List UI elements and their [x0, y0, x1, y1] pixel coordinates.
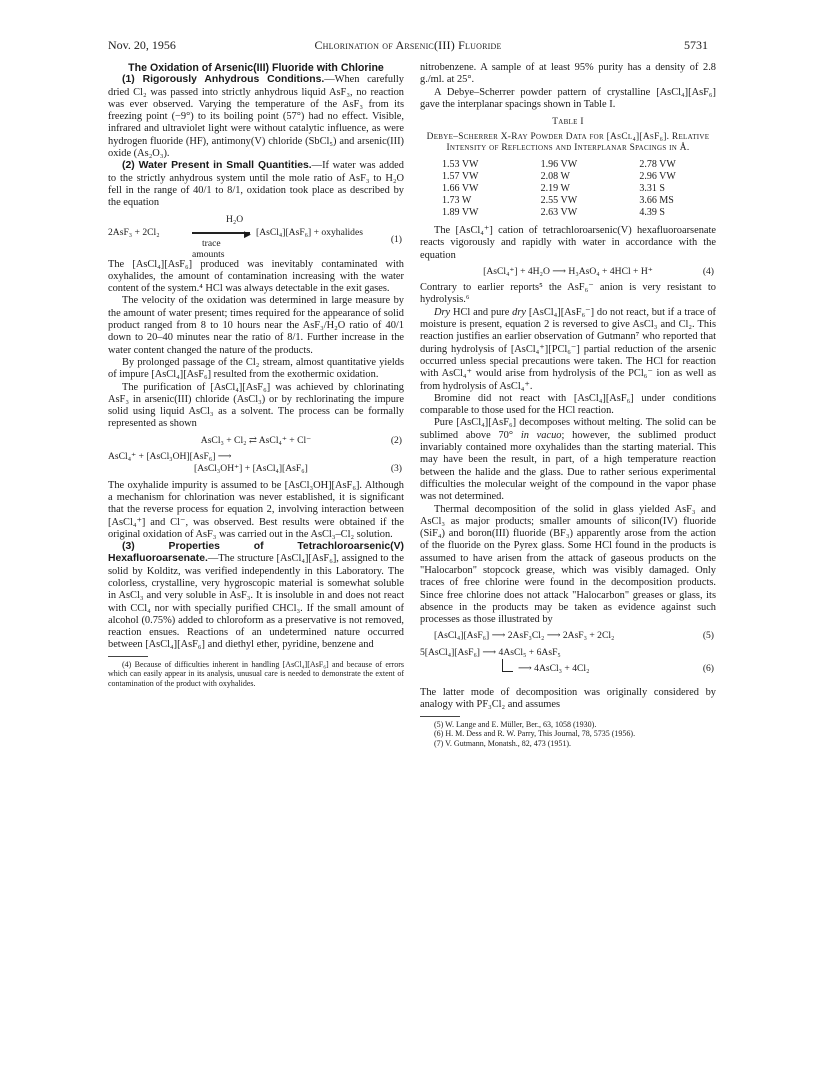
left-column — [108, 62, 404, 689]
reference-7: (7) V. Gutmann, Monatsh., 82, 473 (1951). — [434, 739, 572, 749]
table-title: Table I — [552, 117, 584, 128]
eq2-number: (2) — [390, 434, 402, 446]
italic-dry-1: Dry — [434, 306, 451, 318]
table-row — [420, 207, 716, 219]
table-cell: 2.96 VW — [639, 170, 676, 182]
eq6-bracket — [502, 659, 513, 672]
eq6-number: (6) — [702, 663, 714, 675]
section-heading: The Oxidation of Arsenic(III) Fluoride with Chlorine — [128, 62, 384, 74]
paragraph — [420, 417, 716, 503]
table-cell: 2.55 VW — [540, 194, 578, 206]
header-date: Nov. 20, 1956 — [108, 38, 176, 52]
xray-table — [420, 159, 716, 219]
paragraph: The [AsCl₄][AsF₆] produced was inevitably contaminated with oxyhalides, the amount of contamination increasing with the water content of the system.⁴ HCl was always detectable in the exit gases. — [108, 258, 404, 295]
table-cell: 3.66 MS — [639, 194, 674, 206]
paragraph: Bromine did not react with [AsCl₄][AsF₆] under conditions comparable to those used for the HCl reaction. — [420, 392, 716, 417]
text-run: HCl and pure — [450, 306, 513, 318]
equation-2 — [108, 435, 404, 447]
table-cell: 1.53 VW — [442, 158, 479, 170]
paragraph-water — [108, 160, 404, 209]
paragraph: The velocity of the oxidation was determined in large measure by the amount of water present; times required for the appearance of solid product ranged from 8 to 10 hours near the AsF₃/H₂O ratio of 40/1 down to 20–40 minutes near the ratio of 8/1. Further increase in the water content changed the nature of the products. — [108, 295, 404, 356]
eq1-rhs: [AsCl₄][AsF₆] + oxyhalides — [256, 226, 363, 238]
paragraph-text: —When carefully dried Cl₂ was passed into strictly anhydrous liquid AsF₃, no reaction was ever observed. Varying the temperature of the AsF₃ from its freezing point (−9°) to its boiling point (57°) had no effect. Visible, infrared and ultraviolet light were without catalytic influence, as were hydrogen fluoride (HF), antimony(V) chloride (SbCl₅) and arsenic(III) oxide (As₂O₃). — [108, 74, 404, 160]
paragraph: The latter mode of decomposition was originally considered by analogy with PF₃Cl₂ and assumes — [420, 687, 716, 711]
paragraph: By prolonged passage of the Cl₂ stream, almost quantitative yields of impure [AsCl₄][AsF₆] resulted from the exothermic oxidation. — [108, 356, 404, 381]
equation-5 — [420, 630, 716, 642]
text-run: [AsCl₄][AsF₆⁻] do not react, but if a trace of moisture is present, equation 2 is reversed to give AsCl₃ and Cl₂. This reaction justifies an earlier observation of Gutmann⁷ who reported that during hydrolysis of [AsCl₄⁺][PCl₆⁻] partial reduction of the arsenic occurred unless special precautions were taken. The HCl for reaction with AsCl₄⁺ would arise from hydrolysis of the PCl₆⁻ ion as well as from hydrolysis of AsCl₄⁺. — [420, 306, 716, 392]
reference-5: (5) W. Lange and E. Müller, Ber., 63, 1058 (1930). — [434, 719, 597, 729]
eq1-over: H₂O — [226, 213, 244, 225]
table-cell: 2.63 VW — [540, 206, 578, 218]
paragraph: Contrary to earlier reports⁵ the AsF₆⁻ anion is very resistant to hydrolysis.⁶ — [420, 282, 716, 306]
equation-1 — [108, 213, 404, 260]
paragraph-text: —If water was added to the strictly anhydrous system until the mole ratio of AsF₃ to H₂O fell in the range of 40/1 to 8/1, oxidation took place as described by the equation — [108, 160, 404, 209]
paragraph: The purification of [AsCl₄][AsF₆] was achieved by chlorinating AsF₃ in arsenic(III) chloride (AsCl₃) or by rechlorinating the impure solid using liquid AsCl₃ as a solvent. The process can be formally represented as shown — [108, 381, 404, 430]
eq6-line1: 5[AsCl₄][AsF₆] ⟶ 4AsCl₅ + 6AsF₅ — [420, 646, 561, 658]
references — [420, 720, 716, 749]
eq4-number: (4) — [702, 265, 714, 277]
page-header — [108, 38, 708, 54]
equation-6-line1 — [420, 647, 716, 659]
equation-3 — [108, 451, 404, 476]
table-cell: 1.73 W — [442, 194, 472, 206]
paragraph: Thermal decomposition of the solid in glass yielded AsF₃ and AsCl₃ as major products; smaller amounts of silicon(IV) fluoride (SiF₄) and boron(III) fluoride (BF₃) apparently arose from the action of the fluoride on the Pyrex glass. Some HCl found in the products is assumed to have arisen from the attack of gaseous products on the "Halocarbon" stopcock grease, which was visibly damaged. Only traces of free chlorine were found in the decomposition products. Since free chlorine does not attack "Halocarbon" greases or glass, its absence in the products may be taken as evidence against such processes as those illustrated by — [420, 503, 716, 626]
italic-dry-2: dry — [512, 306, 527, 318]
subheading-anhydrous: (1) Rigorously Anhydrous Conditions. — [122, 74, 325, 86]
eq1-under-amounts: amounts — [192, 248, 225, 260]
table-row — [420, 159, 716, 171]
header-running-title: Chlorination of Arsenic(III) Fluoride — [314, 38, 502, 52]
table-cell: 1.89 VW — [442, 206, 479, 218]
table-cell: 2.08 W — [540, 170, 570, 182]
text-run: Pure [AsCl₄][AsF₆] decomposes without melting. The solid can be sublimed above 70° — [420, 417, 716, 441]
eq3-line1: AsCl₄⁺ + [AsCl₃OH][AsF₆] ⟶ — [108, 451, 232, 463]
subheading-water: (2) Water Present in Small Quantities. — [122, 160, 312, 172]
eq1-under-trace: trace — [202, 237, 221, 249]
subheading-properties: (3) Properties of Tetrachloroarsenic(V) Hexafluoroarsenate. — [108, 541, 404, 565]
paragraph: nitrobenzene. A sample of at least 95% purity has a density of 2.8 g./ml. at 25°. — [420, 62, 716, 86]
text-run: ; however, the sublimed product invariably contained more oxyhalides than the starting material. This may have been the result, in part, of a high temperature reaction between the halide and the glass. Due to rather serious experimental difficulties the molecular weight of the compound in the vapor phase was not determined. — [420, 429, 717, 503]
paragraph — [420, 307, 716, 393]
eq6-line2: ⟶ 4AsCl₃ + 4Cl₂ — [518, 663, 590, 675]
table-description: Debye–Scherrer X-Ray Powder Data for [AsCl₄][AsF₆]. Relative Intensity of Reflections and Interplanar Spacings in Å. — [426, 131, 710, 154]
paragraph: A Debye–Scherrer powder pattern of crystalline [AsCl₄][AsF₆] gave the interplanar spacings shown in Table I. — [420, 86, 716, 110]
eq1-lhs: 2AsF₃ + 2Cl₂ — [108, 226, 160, 238]
eq5-number: (5) — [702, 630, 714, 642]
footnote-rule — [420, 716, 460, 717]
footnote-rule — [108, 656, 148, 657]
table-row — [420, 183, 716, 195]
equation-4 — [420, 266, 716, 278]
footnote-4: (4) Because of difficulties inherent in handling [AsCl₄][AsF₆] and because of errors which can easily appear in its analysis, unusual care is needed to demonstrate the extent of contamination of the product with oxyhalides. — [108, 659, 404, 688]
eq1-arrowhead: ▶ — [244, 228, 251, 239]
table-cell: 1.57 VW — [442, 170, 479, 182]
table-caption — [420, 117, 716, 155]
table-cell: 1.66 VW — [442, 182, 479, 194]
eq2-text: AsCl₃ + Cl₂ ⇄ AsCl₄⁺ + Cl⁻ — [200, 434, 312, 446]
eq3-number: (3) — [390, 463, 402, 475]
eq1-arrow — [192, 232, 250, 234]
table-cell: 2.19 W — [540, 182, 570, 194]
table-row — [420, 171, 716, 183]
paragraph-properties — [108, 541, 404, 652]
paragraph-text: —The structure [AsCl₄][AsF₆], assigned to the solid by Kolditz, was verified independently in this Laboratory. The colorless, crystalline, very hygroscopic material is somewhat soluble in AsCl₃ and very soluble in AsF₃. It is insoluble in and does not react with CCl₄ nor with specially purified CHCl₃. If the small amount of alcohol (0.75%) added to chloroform as a preservative is not removed, reaction ensues. Reactions of an undetermined nature occurred between [AsCl₄][AsF₆] and diethyl ether, pyridine, benzene and — [108, 553, 404, 651]
right-column — [420, 62, 716, 749]
paragraph: The [AsCl₄⁺] cation of tetrachloroarsenic(V) hexafluoroarsenate reacts vigorously and rapidly with water in accordance with the equation — [420, 224, 716, 261]
equation-6-line2 — [420, 659, 716, 687]
reference-6: (6) H. M. Dess and R. W. Parry, This Journal, 78, 5735 (1956). — [434, 729, 636, 739]
table-cell: 4.39 S — [639, 206, 665, 218]
table-cell: 3.31 S — [639, 182, 665, 194]
paragraph-anhydrous — [108, 74, 404, 160]
header-page-number: 5731 — [684, 38, 708, 52]
eq1-number: (1) — [390, 233, 402, 245]
paragraph: The oxyhalide impurity is assumed to be [AsCl₃OH][AsF₆]. Although a mechanism for chlorination was never established, it is significant that the reverse process for equation 2, involving interaction between [AsCl₄⁺] and Cl⁻, was observed. Best results were obtained if the original oxidation of AsF₃ was carried out in the AsCl₃–Cl₂ solution. — [108, 479, 404, 540]
table-row — [420, 195, 716, 207]
table-cell: 1.96 VW — [540, 158, 578, 170]
eq5-text: [AsCl₄][AsF₆] ⟶ 2AsF₃Cl₂ ⟶ 2AsF₃ + 2Cl₂ — [434, 630, 615, 642]
italic-in-vacuo: in vacuo — [520, 429, 562, 441]
eq3-line2: [AsCl₃OH⁺] + [AsCl₄][AsF₆] — [194, 463, 308, 475]
eq4-text: [AsCl₄⁺] + 4H₂O ⟶ H₃AsO₄ + 4HCl + H⁺ — [483, 265, 653, 277]
table-cell: 2.78 VW — [639, 158, 676, 170]
